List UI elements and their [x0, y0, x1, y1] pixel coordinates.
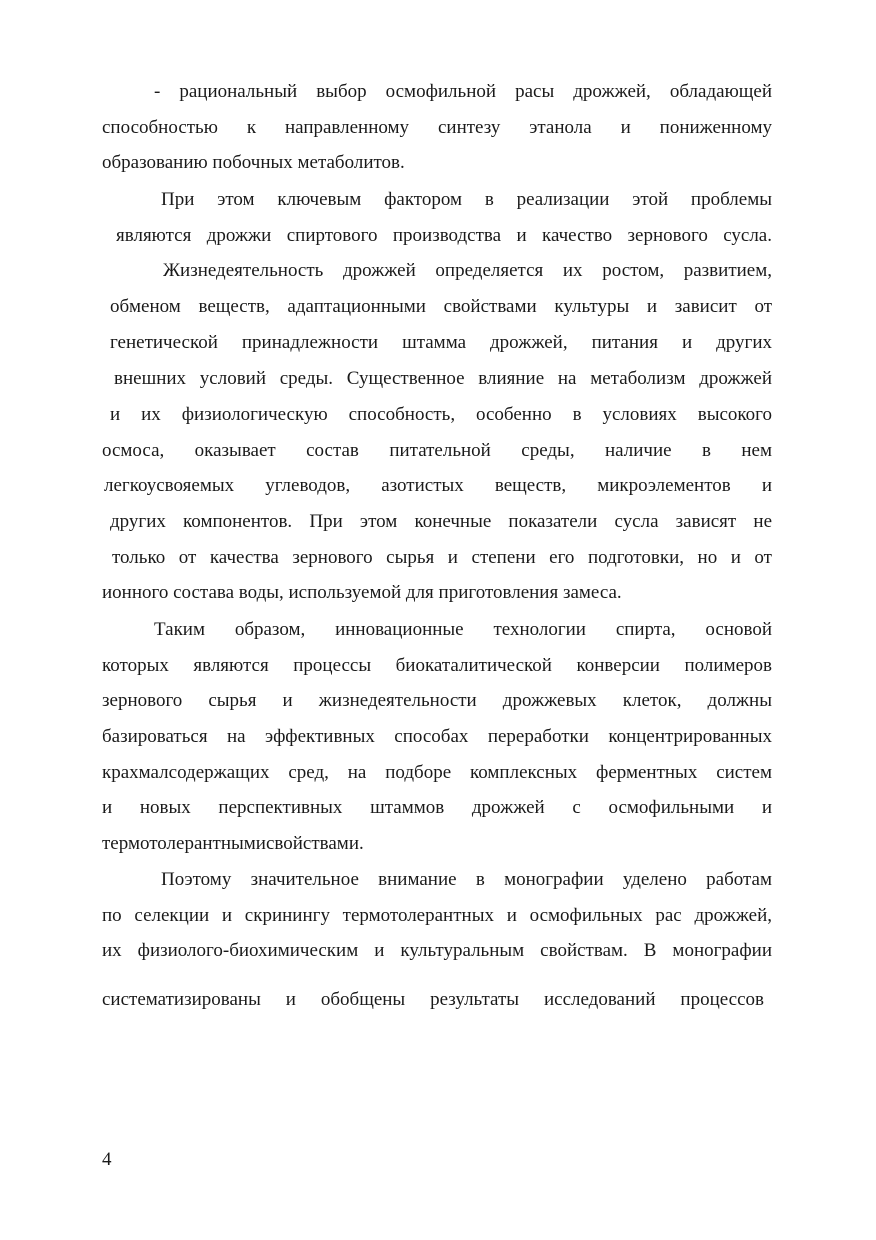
- text-line-20: крахмалсодержащих сред, на подборе комплексных ферментных систем: [102, 762, 772, 783]
- text-line-8: генетической принадлежности штамма дрожжей, питания и других: [110, 332, 772, 353]
- text-line-3: образованию побочных метаболитов.: [102, 152, 405, 173]
- text-line-4: При этом ключевым фактором в реализации этой проблемы: [161, 189, 772, 210]
- text-line-26: систематизированы и обобщены результаты исследований процессов: [102, 989, 764, 1010]
- text-line-16: Таким образом, инновационные технологии спирта, основой: [154, 619, 772, 640]
- text-line-24: по селекции и скринингу термотолерантных и осмофильных рас дрожжей,: [102, 905, 772, 926]
- text-line-7: обменом веществ, адаптационными свойствами культуры и зависит от: [110, 296, 772, 317]
- text-line-25: их физиолого-биохимическим и культуральным свойствам. В монографии: [102, 940, 772, 961]
- text-line-9: внешних условий среды. Существенное влияние на метаболизм дрожжей: [114, 368, 772, 389]
- text-line-12: легкоусвояемых углеводов, азотистых веществ, микроэлементов и: [104, 475, 772, 496]
- text-line-10: и их физиологическую способность, особенно в условиях высокого: [110, 404, 772, 425]
- text-line-22: термотолерантнымисвойствами.: [102, 833, 364, 854]
- text-line-23: Поэтому значительное внимание в монографии уделено работам: [161, 869, 772, 890]
- text-line-14: только от качества зернового сырья и степени его подготовки, но и от: [112, 547, 772, 568]
- text-line-19: базироваться на эффективных способах переработки концентрированных: [102, 726, 772, 747]
- text-line-15: ионного состава воды, используемой для приготовления замеса.: [102, 582, 622, 603]
- text-line-21: и новых перспективных штаммов дрожжей с осмофильными и: [102, 797, 772, 818]
- text-line-17: которых являются процессы биокаталитической конверсии полимеров: [102, 655, 772, 676]
- text-line-11: осмоса, оказывает состав питательной среды, наличие в нем: [102, 440, 772, 461]
- text-line-2: способностью к направленному синтезу этанола и пониженному: [102, 117, 772, 138]
- text-line-1: - рациональный выбор осмофильной расы дрожжей, обладающей: [154, 81, 772, 102]
- page-number: 4: [102, 1149, 112, 1170]
- text-line-18: зернового сырья и жизнедеятельности дрожжевых клеток, должны: [102, 690, 772, 711]
- text-line-13: других компонентов. При этом конечные показатели сусла зависят не: [110, 511, 772, 532]
- text-line-6: Жизнедеятельность дрожжей определяется их ростом, развитием,: [163, 260, 772, 281]
- text-line-5: являются дрожжи спиртового производства и качество зернового сусла.: [116, 225, 772, 246]
